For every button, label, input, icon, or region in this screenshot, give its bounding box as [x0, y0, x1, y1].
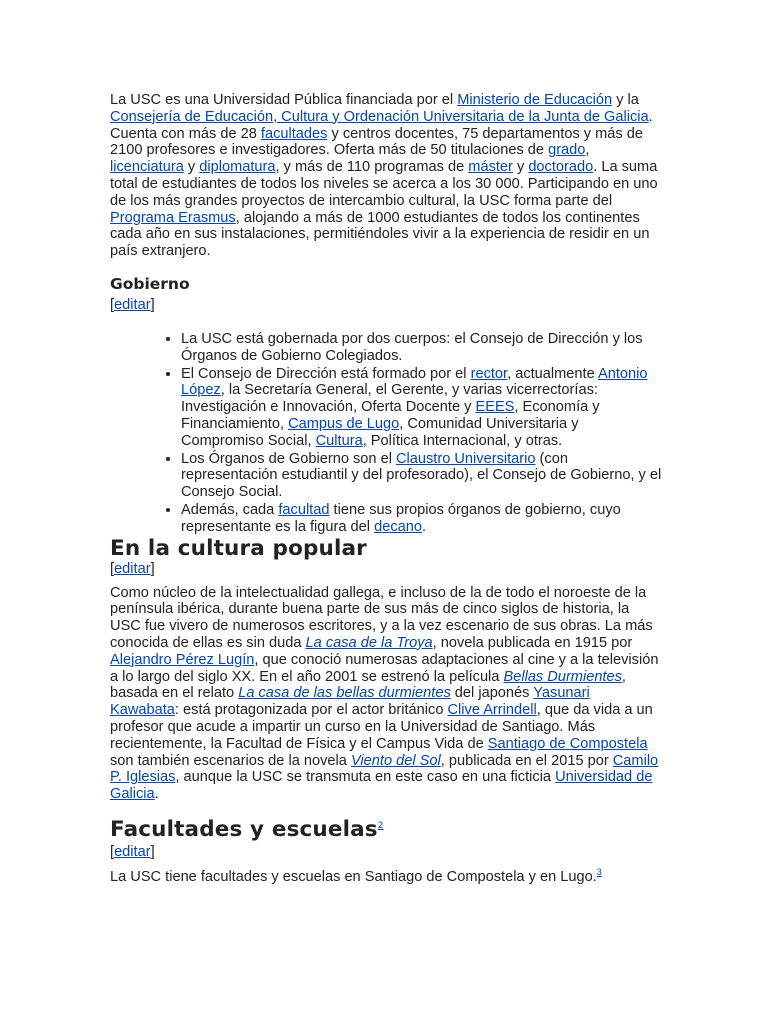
link-bellas-durmientes[interactable]: Bellas Durmientes [503, 668, 622, 685]
link-facultades[interactable]: facultades [260, 125, 328, 142]
link-facultad[interactable]: facultad [278, 501, 330, 518]
link-casa-bellas-durmientes[interactable]: La casa de las bellas durmientes [238, 685, 451, 702]
text: , actualmente [507, 365, 598, 382]
edit-section-cultura [110, 561, 662, 578]
link-perez-lugin[interactable]: Alejandro Pérez Lugín [110, 651, 255, 668]
bracket-open: [ [110, 843, 115, 860]
footnote-link-3[interactable]: 3 [596, 867, 602, 878]
text: y centros docentes, 75 departamentos y más de 2100 profesores e investigadores. Oferta más de 50 titulaciones de [110, 125, 643, 159]
text: La USC tiene facultades y escuelas en Santiago de Compostela y en Lugo. [110, 868, 597, 885]
text: y la [612, 92, 639, 108]
bracket-close: ] [150, 296, 155, 313]
edit-link-facultades[interactable]: editar [114, 843, 151, 860]
facultades-paragraph [110, 869, 662, 886]
text: Como núcleo de la intelectualidad gallega, e incluso de la de todo el noroeste de la península ibérica, durante buena parte de sus más de cinco siglos de historia, la USC fue vivero de numerosos escritores, y a la vez escenario de sus obras. La más conocida de ellas es sin duda [110, 584, 653, 651]
link-cultura[interactable]: Cultura [315, 432, 363, 449]
text: Los Órganos de Gobierno son el [181, 450, 396, 467]
link-universidad-galicia[interactable]: Universidad de Galicia [110, 769, 653, 803]
link-claustro[interactable]: Claustro Universitario [396, 450, 536, 467]
link-consejeria[interactable]: Consejería de Educación, Cultura y Ordenación Universitaria de la Junta de Galicia [110, 108, 649, 125]
text: , aunque la USC se transmuta en este caso en una ficticia [175, 769, 556, 786]
article-body [110, 92, 662, 886]
link-casa-troya[interactable]: La casa de la Troya [305, 634, 433, 651]
link-kawabata[interactable]: Yasunari Kawabata [110, 685, 590, 719]
text: , [585, 142, 590, 159]
text: , basada en el relato [110, 668, 626, 702]
text: , Economía y Financiamiento, [181, 399, 600, 432]
footnote-link-2[interactable]: 2 [377, 820, 384, 831]
link-santiago[interactable]: Santiago de Compostela [487, 735, 648, 752]
link-erasmus[interactable]: Programa Erasmus [110, 209, 236, 226]
list-item [181, 366, 662, 450]
text: (con representación estudiantil y del profesorado), el Consejo de Gobierno, y el Consejo Social. [181, 450, 662, 501]
text: El Consejo de Dirección está formado por el [181, 365, 471, 382]
text: son también escenarios de la novela [110, 752, 351, 769]
text: , Política Internacional, y otras. [362, 432, 563, 449]
bracket-close: ] [150, 560, 155, 577]
link-rector[interactable]: rector [470, 365, 508, 382]
text: tiene sus propios órganos de gobierno, cuyo representante es la figura del [181, 501, 621, 535]
heading-gobierno: Gobierno [110, 274, 190, 293]
text: , novela publicada en 1915 por [432, 634, 633, 651]
cultura-paragraph [110, 585, 662, 803]
link-diplomatura[interactable]: diplomatura [199, 159, 276, 176]
heading-text: Facultades y escuelas [110, 816, 378, 842]
text: , alojando a más de 1000 estudiantes de todos los continentes cada año en sus instalaciones, permitiéndoles vivir a la experiencia de residir en un país extranjero. [110, 209, 650, 260]
link-grado[interactable]: grado [548, 142, 586, 159]
text: y [512, 159, 529, 176]
edit-link-cultura[interactable]: editar [114, 560, 151, 577]
text: La USC está gobernada por dos cuerpos: el Consejo de Dirección y los Órganos de Gobierno Colegiados. [181, 330, 643, 364]
text: . [421, 518, 427, 535]
link-iglesias[interactable]: Camilo P. Iglesias [110, 752, 659, 786]
bracket-close: ] [150, 843, 155, 860]
text: Además, cada [181, 501, 279, 518]
text: del japonés [450, 685, 534, 702]
link-doctorado[interactable]: doctorado [528, 159, 594, 176]
heading-cultura-popular: En la cultura popular [110, 535, 367, 561]
link-decano[interactable]: decano [374, 518, 422, 535]
text: , Comunidad Universitaria y Compromiso Social, [181, 415, 579, 449]
text: , que conoció numerosas adaptaciones al cine y a la televisión a lo largo del siglo XX. En el año 2001 se estrenó la película [110, 651, 659, 685]
edit-section-gobierno [110, 297, 662, 314]
link-campus-lugo[interactable]: Campus de Lugo [288, 415, 400, 432]
link-antonio-lopez[interactable]: Antonio López [181, 365, 648, 399]
list-item [181, 502, 662, 536]
text: La USC es una Universidad Pública financiada por el [110, 92, 458, 108]
edit-section-facultades [110, 844, 662, 861]
link-ministerio[interactable]: Ministerio de Educación [457, 92, 613, 108]
text: . Cuenta con más de 28 [110, 108, 653, 142]
intro-paragraph [110, 92, 662, 260]
bracket-open: [ [110, 560, 115, 577]
text: , que da vida a un profesor que acude a impartir un curso en la Universidad de Santiago. Más recientemente, la Facultad de Física y el Campus Vida de [110, 702, 653, 752]
link-viento-del-sol[interactable]: Viento del Sol [350, 752, 441, 769]
text: . [154, 786, 159, 803]
gobierno-list [110, 331, 662, 536]
text: . La suma total de estudiantes de todos los niveles se acerca a los 30 000. Participando en uno de los más grandes proyectos de intercambio cultural, la USC forma parte del [110, 159, 658, 209]
bracket-open: [ [110, 296, 115, 313]
heading-facultades [110, 817, 662, 843]
list-item [181, 451, 662, 501]
edit-link-gobierno[interactable]: editar [114, 296, 151, 313]
link-master[interactable]: máster [468, 159, 513, 176]
text: y [183, 159, 200, 176]
list-item [181, 331, 662, 365]
link-licenciatura[interactable]: licenciatura [110, 159, 184, 176]
text: , publicada en el 2015 por [440, 752, 613, 769]
link-eees[interactable]: EEES [475, 399, 515, 416]
text: , la Secretaría General, el Gerente, y varias vicerrectorías: Investigación e Innovación, Oferta Docente y [181, 382, 598, 416]
text: , y más de 110 programas de [275, 159, 469, 176]
text: : está protagonizada por el actor británico [174, 702, 448, 719]
link-arrindell[interactable]: Clive Arrindell [447, 702, 537, 719]
